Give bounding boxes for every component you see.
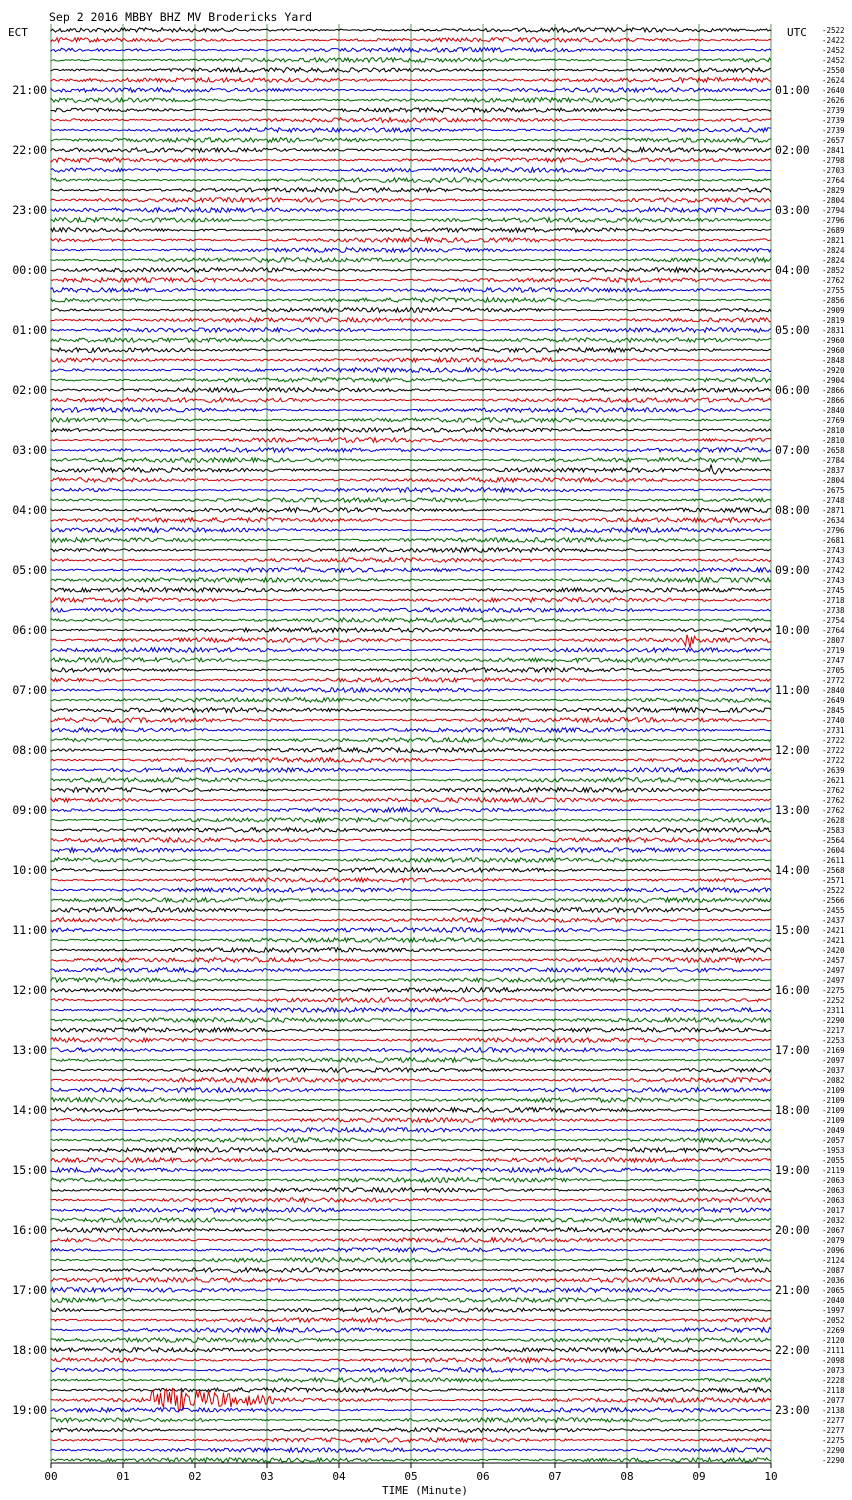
row-value-label: -2831 [822, 326, 845, 335]
row-value-label: -1953 [822, 1146, 845, 1155]
row-value-label: -2571 [822, 876, 845, 885]
x-tick-label: 03 [260, 1470, 274, 1483]
row-value-label: -2743 [822, 556, 845, 565]
row-value-label: -2097 [822, 1056, 845, 1065]
row-value-label: -2909 [822, 306, 845, 315]
row-value-label: -2522 [822, 26, 845, 35]
left-hour-label: 02:00 [12, 383, 47, 397]
row-value-label: -2119 [822, 1166, 845, 1175]
x-tick-label: 00 [44, 1470, 58, 1483]
row-value-label: -2109 [822, 1086, 845, 1095]
left-hour-label: 22:00 [12, 143, 47, 157]
right-hour-label: 22:00 [775, 1343, 810, 1357]
row-value-label: -2681 [822, 536, 845, 545]
row-value-label: -2452 [822, 46, 845, 55]
right-hour-label: 02:00 [775, 143, 810, 157]
row-value-label: -2754 [822, 616, 845, 625]
row-value-label: -2769 [822, 416, 845, 425]
row-value-label: -2120 [822, 1336, 845, 1345]
row-value-label: -2837 [822, 466, 845, 475]
left-hour-label: 05:00 [12, 563, 47, 577]
row-value-label: -2703 [822, 166, 845, 175]
row-value-label: -2628 [822, 816, 845, 825]
row-value-label: -2098 [822, 1356, 845, 1365]
row-value-label: -2739 [822, 106, 845, 115]
row-value-label: -2689 [822, 226, 845, 235]
row-value-label: -2920 [822, 366, 845, 375]
row-value-label: -2810 [822, 436, 845, 445]
left-hour-label: 13:00 [12, 1043, 47, 1057]
left-timezone-label: ECT [8, 26, 28, 39]
right-hour-label: 16:00 [775, 983, 810, 997]
row-value-label: -2657 [822, 136, 845, 145]
row-value-label: -2960 [822, 346, 845, 355]
row-value-label: -2871 [822, 506, 845, 515]
row-value-label: -2111 [822, 1346, 845, 1355]
left-hour-label: 11:00 [12, 923, 47, 937]
row-value-label: -2731 [822, 726, 845, 735]
row-value-label: -2275 [822, 1436, 845, 1445]
left-hour-label: 14:00 [12, 1103, 47, 1117]
row-value-label: -2624 [822, 76, 845, 85]
row-value-label: -2841 [822, 146, 845, 155]
row-value-label: -2960 [822, 336, 845, 345]
left-hour-label: 23:00 [12, 203, 47, 217]
row-value-label: -2742 [822, 566, 845, 575]
row-value-label: -2253 [822, 1036, 845, 1045]
row-value-label: -2748 [822, 496, 845, 505]
left-hour-label: 08:00 [12, 743, 47, 757]
row-value-label: -2568 [822, 866, 845, 875]
row-value-label: -2073 [822, 1366, 845, 1375]
left-hour-label: 07:00 [12, 683, 47, 697]
row-value-label: -2866 [822, 386, 845, 395]
row-value-label: -2784 [822, 456, 845, 465]
right-hour-label: 14:00 [775, 863, 810, 877]
row-value-label: -2804 [822, 476, 845, 485]
row-value-label: -2747 [822, 656, 845, 665]
row-value-label: -2290 [822, 1016, 845, 1025]
row-value-label: -2848 [822, 356, 845, 365]
right-hour-label: 08:00 [775, 503, 810, 517]
row-value-label: -2455 [822, 906, 845, 915]
left-hour-label: 10:00 [12, 863, 47, 877]
row-value-label: -2228 [822, 1376, 845, 1385]
row-value-label: -2904 [822, 376, 845, 385]
row-value-label: -2762 [822, 786, 845, 795]
row-value-label: -2290 [822, 1446, 845, 1455]
row-value-label: -2845 [822, 706, 845, 715]
row-value-label: -2036 [822, 1276, 845, 1285]
row-value-label: -2840 [822, 406, 845, 415]
row-value-label: -2745 [822, 586, 845, 595]
row-value-label: -2109 [822, 1106, 845, 1115]
row-value-label: -2063 [822, 1176, 845, 1185]
row-value-label: -2457 [822, 956, 845, 965]
row-value-label: -2497 [822, 976, 845, 985]
row-value-label: -2675 [822, 486, 845, 495]
row-value-label: -2096 [822, 1246, 845, 1255]
right-hour-label: 18:00 [775, 1103, 810, 1117]
x-tick-label: 10 [764, 1470, 778, 1483]
row-value-label: -2017 [822, 1206, 845, 1215]
row-value-label: -2739 [822, 116, 845, 125]
row-value-label: -2497 [822, 966, 845, 975]
left-hour-label: 19:00 [12, 1403, 47, 1417]
left-hour-label: 00:00 [12, 263, 47, 277]
row-value-label: -2079 [822, 1236, 845, 1245]
row-value-label: -2649 [822, 696, 845, 705]
x-axis-ticks [44, 1463, 777, 1483]
row-value-label: -2311 [822, 1006, 845, 1015]
left-hour-label: 17:00 [12, 1283, 47, 1297]
row-value-label: -2063 [822, 1196, 845, 1205]
row-value-label: -2722 [822, 756, 845, 765]
row-value-label: -2719 [822, 646, 845, 655]
row-value-label: -2755 [822, 286, 845, 295]
row-value-label: -2821 [822, 236, 845, 245]
row-value-label: -2798 [822, 156, 845, 165]
row-value-label: -2796 [822, 216, 845, 225]
row-value-label: -2764 [822, 626, 845, 635]
left-hour-labels [12, 83, 47, 1417]
right-hour-label: 05:00 [775, 323, 810, 337]
right-hour-label: 17:00 [775, 1043, 810, 1057]
row-value-label: -2252 [822, 996, 845, 1005]
row-value-label: -2055 [822, 1156, 845, 1165]
left-hour-label: 15:00 [12, 1163, 47, 1177]
x-tick-label: 01 [116, 1470, 130, 1483]
row-value-label: -2138 [822, 1406, 845, 1415]
row-value-label: -2275 [822, 986, 845, 995]
row-value-label: -2057 [822, 1136, 845, 1145]
row-value-label: -2819 [822, 316, 845, 325]
right-hour-label: 11:00 [775, 683, 810, 697]
row-value-label: -2277 [822, 1426, 845, 1435]
left-hour-label: 18:00 [12, 1343, 47, 1357]
left-hour-label: 03:00 [12, 443, 47, 457]
right-hour-label: 20:00 [775, 1223, 810, 1237]
right-hour-label: 15:00 [775, 923, 810, 937]
row-value-label: -2290 [822, 1456, 845, 1465]
row-value-label: -2852 [822, 266, 845, 275]
row-value-label: -2840 [822, 686, 845, 695]
x-tick-label: 05 [404, 1470, 418, 1483]
right-hour-label: 04:00 [775, 263, 810, 277]
row-value-label: -2522 [822, 886, 845, 895]
right-hour-label: 06:00 [775, 383, 810, 397]
row-value-label: -2740 [822, 716, 845, 725]
row-value-label: -2804 [822, 196, 845, 205]
x-tick-label: 04 [332, 1470, 346, 1483]
row-value-label: -2722 [822, 746, 845, 755]
right-hour-label: 09:00 [775, 563, 810, 577]
right-timezone-label: UTC [787, 26, 807, 39]
row-value-label: -2640 [822, 86, 845, 95]
row-value-label: -2639 [822, 766, 845, 775]
row-value-label: -2082 [822, 1076, 845, 1085]
row-value-label: -2824 [822, 246, 845, 255]
right-hour-label: 21:00 [775, 1283, 810, 1297]
row-value-label: -2437 [822, 916, 845, 925]
row-value-label: -2739 [822, 126, 845, 135]
row-value-label: -2810 [822, 426, 845, 435]
row-value-label: -2065 [822, 1286, 845, 1295]
x-axis-label: TIME (Minute) [381, 1484, 469, 1497]
row-value-label: -2040 [822, 1296, 845, 1305]
row-value-label: -2829 [822, 186, 845, 195]
row-value-label: -2743 [822, 576, 845, 585]
right-hour-label: 10:00 [775, 623, 810, 637]
x-tick-label: 02 [188, 1470, 202, 1483]
right-hour-label: 12:00 [775, 743, 810, 757]
x-tick-label: 09 [692, 1470, 706, 1483]
row-value-label: -2421 [822, 926, 845, 935]
row-value-label: -2124 [822, 1256, 845, 1265]
row-value-label: -1997 [822, 1306, 845, 1315]
left-hour-label: 01:00 [12, 323, 47, 337]
row-value-label: -2049 [822, 1126, 845, 1135]
left-hour-label: 09:00 [12, 803, 47, 817]
row-value-label: -2718 [822, 596, 845, 605]
row-value-label: -2611 [822, 856, 845, 865]
right-hour-label: 23:00 [775, 1403, 810, 1417]
row-value-label: -2824 [822, 256, 845, 265]
left-hour-label: 21:00 [12, 83, 47, 97]
row-value-label: -2604 [822, 846, 845, 855]
row-value-label: -2277 [822, 1416, 845, 1425]
row-value-label: -2118 [822, 1386, 845, 1395]
left-hour-label: 16:00 [12, 1223, 47, 1237]
row-value-label: -2626 [822, 96, 845, 105]
row-value-label: -2087 [822, 1266, 845, 1275]
x-tick-label: 07 [548, 1470, 562, 1483]
row-value-label: -2762 [822, 276, 845, 285]
row-value-label: -2269 [822, 1326, 845, 1335]
right-hour-label: 03:00 [775, 203, 810, 217]
x-tick-label: 08 [620, 1470, 634, 1483]
row-value-label: -2762 [822, 796, 845, 805]
row-value-label: -2743 [822, 546, 845, 555]
row-value-labels [822, 26, 845, 1465]
row-value-label: -2794 [822, 206, 845, 215]
row-value-label: -2738 [822, 606, 845, 615]
row-value-label: -2052 [822, 1316, 845, 1325]
row-value-label: -2420 [822, 946, 845, 955]
row-value-label: -2772 [822, 676, 845, 685]
right-hour-labels [775, 83, 810, 1417]
left-hour-label: 06:00 [12, 623, 47, 637]
row-value-label: -2564 [822, 836, 845, 845]
row-value-label: -2452 [822, 56, 845, 65]
row-value-label: -2583 [822, 826, 845, 835]
left-hour-label: 04:00 [12, 503, 47, 517]
right-hour-label: 19:00 [775, 1163, 810, 1177]
right-hour-label: 01:00 [775, 83, 810, 97]
right-hour-label: 07:00 [775, 443, 810, 457]
row-value-label: -2109 [822, 1096, 845, 1105]
row-value-label: -2037 [822, 1066, 845, 1075]
row-value-label: -2807 [822, 636, 845, 645]
row-value-label: -2796 [822, 526, 845, 535]
row-value-label: -2421 [822, 936, 845, 945]
row-value-label: -2067 [822, 1226, 845, 1235]
row-value-label: -2032 [822, 1216, 845, 1225]
row-value-label: -2762 [822, 806, 845, 815]
row-value-label: -2063 [822, 1186, 845, 1195]
row-value-label: -2077 [822, 1396, 845, 1405]
right-hour-label: 13:00 [775, 803, 810, 817]
row-value-label: -2705 [822, 666, 845, 675]
row-value-label: -2634 [822, 516, 845, 525]
row-value-label: -2169 [822, 1046, 845, 1055]
left-hour-label: 12:00 [12, 983, 47, 997]
row-value-label: -2422 [822, 36, 845, 45]
row-value-label: -2764 [822, 176, 845, 185]
row-value-label: -2550 [822, 66, 845, 75]
row-value-label: -2856 [822, 296, 845, 305]
row-value-label: -2621 [822, 776, 845, 785]
row-value-label: -2722 [822, 736, 845, 745]
chart-title: Sep 2 2016 MBBY BHZ MV Brodericks Yard [49, 10, 313, 24]
row-value-label: -2566 [822, 896, 845, 905]
row-value-label: -2866 [822, 396, 845, 405]
row-value-label: -2658 [822, 446, 845, 455]
x-tick-label: 06 [476, 1470, 490, 1483]
row-value-label: -2109 [822, 1116, 845, 1125]
row-value-label: -2217 [822, 1026, 845, 1035]
